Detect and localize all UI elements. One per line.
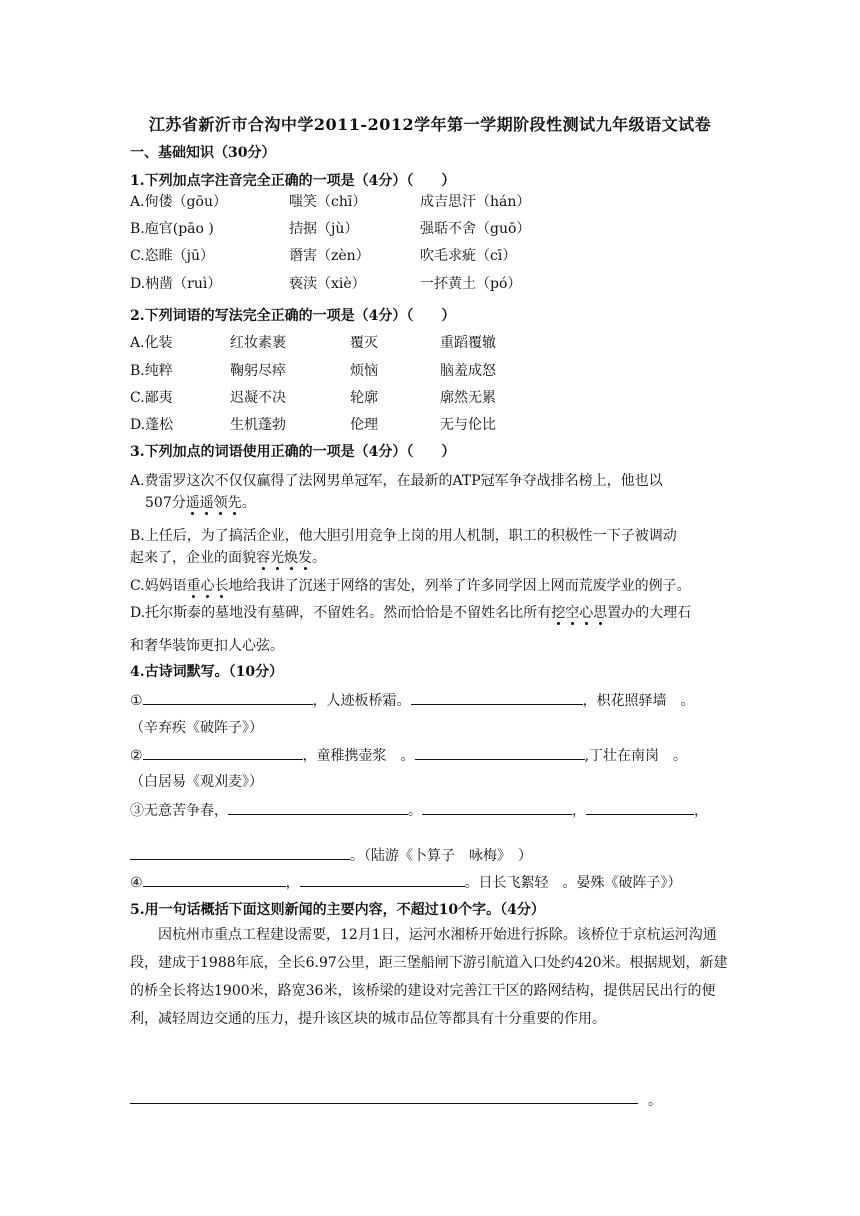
q2-b-4: 脑羞成怒: [440, 363, 496, 379]
question-3-stem: 3.下列加点的词语使用正确的一项是（4分）（ ）: [130, 444, 456, 460]
fill-blank[interactable]: [228, 800, 408, 815]
q2-b-3: 烦恼: [350, 363, 378, 379]
answer-period: 。: [648, 1093, 662, 1109]
q1-option-b-1: B.庖官(pāo ): [130, 221, 214, 237]
q2-a-2: 红妆素裹: [230, 335, 286, 351]
fill-blank[interactable]: [143, 690, 313, 705]
dotted-phrase: [551, 605, 607, 621]
fill-blank[interactable]: [300, 872, 465, 887]
dotted-char: 容: [256, 550, 270, 566]
q2-b-2: 鞠躬尽瘁: [230, 363, 286, 379]
q2-a-4: 重蹈覆辙: [440, 335, 496, 351]
fill-blank[interactable]: [422, 800, 572, 815]
poem-line-4: ④ ， 。日长飞絮轻 。晏殊《破阵子》）: [130, 872, 682, 892]
dotted-char: 领: [213, 495, 228, 511]
fill-blank[interactable]: [411, 690, 583, 705]
q3-option-a-line1: A.费雷罗这次不仅仅赢得了法网男单冠军，在最新的ATP冠军争夺战排名榜上，他也以: [130, 473, 663, 489]
q1-option-d-3: 一抔黄土（pó）: [420, 276, 522, 292]
fill-blank[interactable]: [143, 745, 303, 760]
fill-blank[interactable]: [130, 845, 350, 860]
dotted-char: 光: [270, 550, 284, 566]
q1-option-c-2: 谮害（zèn）: [289, 248, 370, 264]
poem-line-3: ③无意苦争春， 。 ， ，: [130, 800, 708, 820]
q1-option-b-2: 拮据（jù）: [289, 221, 359, 237]
section-heading: 一、基础知识（30分）: [130, 145, 276, 161]
question-4-stem: 4.古诗词默写。（10分）: [130, 664, 284, 680]
dotted-char: 重: [186, 578, 201, 594]
news-paragraph: 因杭州市重点工程建设需要，12月1日，运河水湘桥开始进行拆除。该桥位于京杭运河沟通段，建成于1988年底，全长6.97公里，距三堡船闸下游引航道入口处约420米。根据规划，新建的桥全长将达1900米，路宽36米，该桥梁的建设对完善江干区的路网结构，提供居民出行的便利，减轻周边交通的压力，提升该区块的城市品位等都具有十分重要的作用。: [130, 927, 728, 1027]
q2-c-4: 廓然无累: [440, 390, 496, 406]
q2-a-1: A.化装: [130, 335, 173, 351]
dotted-char: 心: [200, 578, 215, 594]
q3-option-d-line1: D.托尔斯泰的墓地没有墓碑，不留姓名。然而恰恰是不留姓名比所有挖空心思置办的大理石: [130, 605, 692, 621]
poem-source-2: （白居易《观刈麦》）: [130, 774, 263, 790]
q2-d-4: 无与伦比: [440, 417, 496, 433]
dotted-char: 焕: [284, 550, 298, 566]
q1-option-b-3: 强聒不舍（guō）: [420, 221, 531, 237]
dotted-char: 空: [565, 605, 580, 621]
q3-option-a-line2: 507分遥遥领先。: [145, 495, 256, 511]
q1-option-c-3: 吹毛求疵（cī）: [420, 248, 517, 264]
poem-line-3-cont: 。（陆游《卜算子 咏梅》 ）: [130, 845, 532, 865]
poem-line-1: ① ，人迹板桥霜。 ，枳花照驿墙 。: [130, 690, 695, 710]
q3-option-d-line2: 和奢华装饰更扣人心弦。: [130, 638, 284, 654]
q2-c-1: C.鄙夷: [130, 390, 173, 406]
exam-title: 江苏省新沂市合沟中学2011-2012学年第一学期阶段性测试九年级语文试卷: [148, 115, 712, 134]
fill-blank[interactable]: [586, 800, 694, 815]
poem-source-1: （辛弃疾《破阵子》）: [130, 720, 263, 736]
answer-line[interactable]: [130, 1103, 638, 1104]
q1-option-c-1: C.恣睢（jū）: [130, 248, 215, 264]
fill-blank[interactable]: [143, 872, 286, 887]
q2-a-3: 覆灭: [350, 335, 378, 351]
q2-c-3: 轮廓: [350, 390, 378, 406]
q3-option-b-line1: B.上任后，为了搞活企业，他大胆引用竞争上岗的用人机制，职工的积极性一下子被调动: [130, 528, 677, 544]
q1-option-a-3: 成吉思汗（hán）: [420, 194, 531, 210]
question-5-stem: 5.用一句话概括下面这则新闻的主要内容，不超过10个字。（4分）: [130, 902, 545, 918]
dotted-char: 遥: [185, 495, 200, 511]
q1-option-d-1: D.枘凿（ruì）: [130, 276, 222, 292]
dotted-char: 先: [227, 495, 242, 511]
dotted-char: 心: [579, 605, 594, 621]
dotted-phrase: [186, 495, 242, 511]
q1-option-a-2: 嗤笑（chī）: [289, 194, 367, 210]
poem-line-2: ② ，童稚携壶浆 。 ,丁壮在南岗 。: [130, 745, 687, 765]
q2-b-1: B.纯粹: [130, 363, 173, 379]
q2-d-2: 生机蓬勃: [230, 417, 286, 433]
question-2-stem: 2.下列词语的写法完全正确的一项是（4分）（ ）: [130, 308, 456, 324]
question-1-stem: 1.下列加点字注音完全正确的一项是（4分）（ ）: [130, 173, 456, 189]
dotted-char: 发: [298, 550, 312, 566]
dotted-char: 挖: [551, 605, 566, 621]
dotted-phrase: [256, 550, 312, 566]
q3-option-c: C.妈妈语重心长地给我讲了沉迷于网络的害处，列举了许多同学因上网而荒废学业的例子。: [130, 578, 691, 594]
q2-d-3: 伦理: [350, 417, 378, 433]
dotted-char: 思: [593, 605, 608, 621]
q2-c-2: 迟凝不决: [230, 390, 286, 406]
dotted-char: 长: [214, 578, 229, 594]
dotted-phrase: [187, 578, 229, 594]
q3-option-b-line2: 起来了，企业的面貌容光焕发。: [130, 550, 326, 566]
q1-option-d-2: 亵渎（xiè）: [289, 276, 366, 292]
dotted-char: 遥: [199, 495, 214, 511]
fill-blank[interactable]: [415, 745, 585, 760]
q1-option-a-1: A.佝偻（gōu）: [130, 194, 227, 210]
q2-d-1: D.蓬松: [130, 417, 174, 433]
